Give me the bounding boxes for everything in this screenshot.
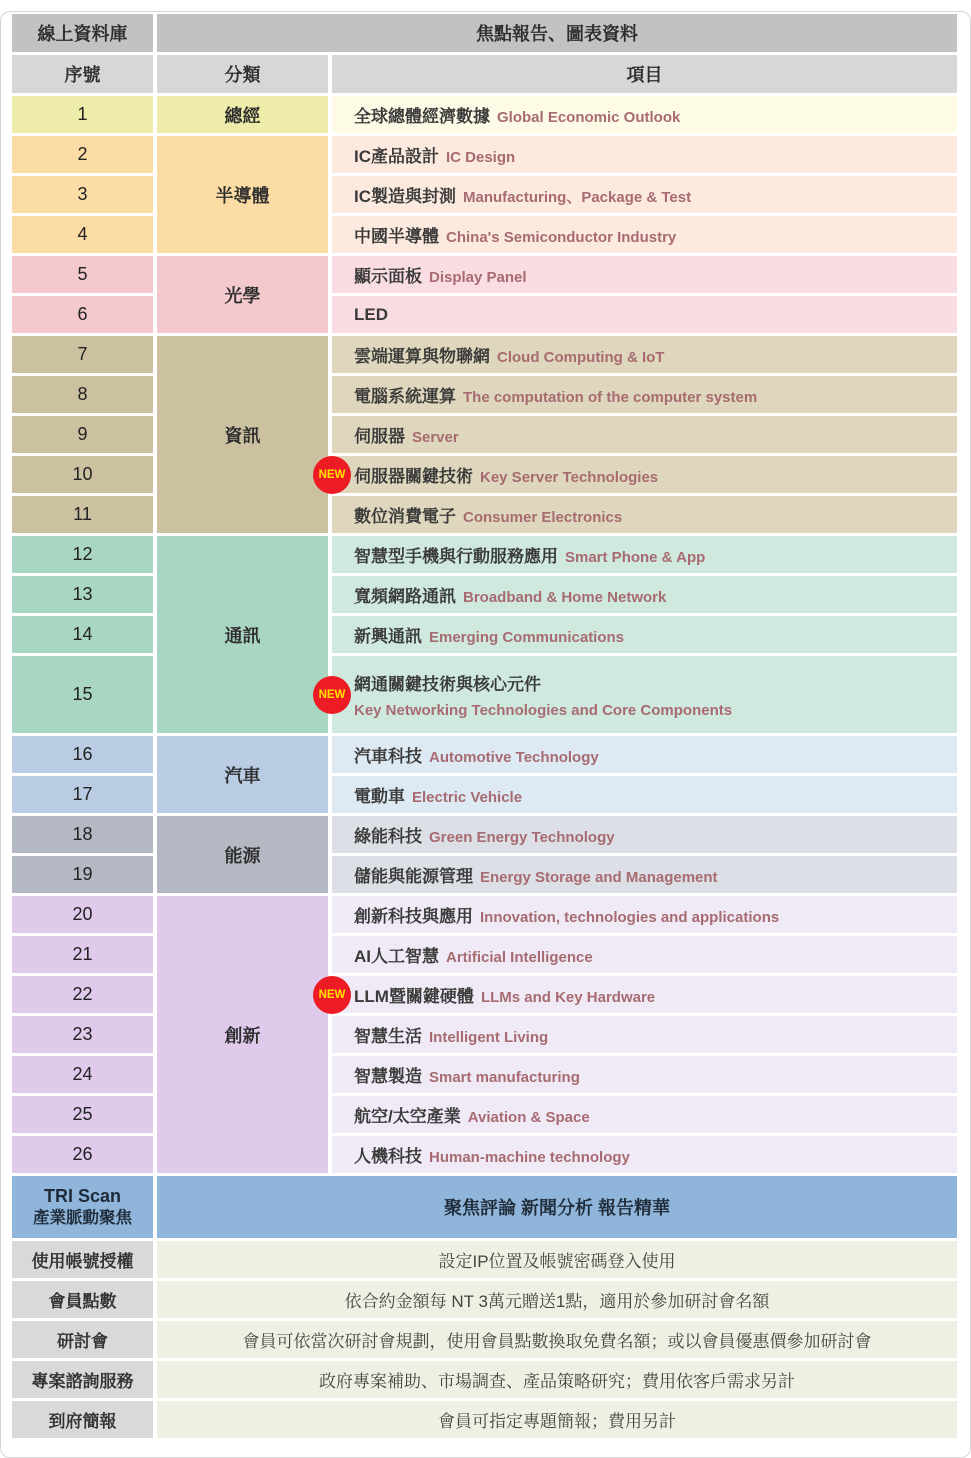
item-title-en: Server: [412, 429, 459, 446]
item-cell: [332, 336, 957, 373]
item-title-zh: 智慧生活: [354, 1027, 422, 1046]
row-number: 7: [12, 336, 153, 373]
item-cell: [332, 816, 957, 853]
item-title-en: Key Server Technologies: [480, 469, 659, 486]
item-title-en: Broadband & Home Network: [463, 589, 667, 606]
header-category: 分類: [157, 55, 328, 93]
table-row: [12, 216, 957, 253]
table-row: [12, 536, 957, 573]
row-number: 12: [12, 536, 153, 573]
row-number: 16: [12, 736, 153, 773]
header-row-1: [12, 14, 957, 52]
table-row: [12, 1096, 957, 1133]
tri-scan-content: 聚焦評論 新聞分析 報告精華: [157, 1176, 957, 1238]
table-row: [12, 776, 957, 813]
item-title-zh: 汽車科技: [354, 747, 422, 766]
item-title-en: Green Energy Technology: [429, 829, 615, 846]
item-title-en: Manufacturing、Package & Test: [463, 189, 692, 206]
item-title-zh: 寬頻網路通訊: [354, 587, 456, 606]
item-title-en: IC Design: [446, 149, 516, 166]
item-title-en: Consumer Electronics: [463, 509, 623, 526]
item-title-en: Energy Storage and Management: [480, 869, 718, 886]
item-cell: [332, 176, 957, 213]
new-badge-icon: NEW: [313, 456, 351, 494]
table-row: [12, 456, 957, 493]
tri-scan-subtitle: 產業脈動聚焦: [33, 1208, 132, 1227]
item-title-zh: IC製造與封測: [354, 187, 456, 206]
item-title-en: Cloud Computing & IoT: [497, 349, 665, 366]
item-title-zh: 人機科技: [354, 1147, 422, 1166]
row-number: 14: [12, 616, 153, 653]
item-title-en: Smart manufacturing: [429, 1069, 580, 1086]
item-title-en: Automotive Technology: [429, 749, 599, 766]
new-badge-icon: NEW: [313, 976, 351, 1014]
item-cell: [332, 1056, 957, 1093]
row-number: 17: [12, 776, 153, 813]
tri-scan-title: TRI Scan: [43, 1185, 122, 1206]
item-title-en: Aviation & Space: [467, 1109, 590, 1126]
table-row: [12, 816, 957, 853]
table-row: [12, 336, 957, 373]
item-cell: [332, 576, 957, 613]
item-cell: [332, 376, 957, 413]
item-title-zh: 智慧型手機與行動服務應用: [354, 547, 558, 566]
row-number: 3: [12, 176, 153, 213]
footer-label: 會員點數: [12, 1281, 153, 1318]
item-title-zh: 創新科技與應用: [354, 907, 473, 926]
item-title-zh: IC產品設計: [354, 147, 439, 166]
item-cell: [332, 896, 957, 933]
table-row: [12, 576, 957, 613]
item-title-zh: 數位消費電子: [354, 507, 456, 526]
footer-row: [12, 1401, 957, 1438]
item-title-en: Innovation, technologies and applications: [480, 909, 780, 926]
table-row: [12, 936, 957, 973]
item-title-zh: 綠能科技: [354, 827, 422, 846]
row-number: 24: [12, 1056, 153, 1093]
footer-content: 會員可指定專題簡報；費用另計: [157, 1401, 957, 1438]
item-title-zh: 伺服器關鍵技術: [354, 467, 473, 486]
item-title-zh: LLM暨關鍵硬體: [354, 987, 474, 1006]
row-number: 19: [12, 856, 153, 893]
row-number: 4: [12, 216, 153, 253]
row-number: 15: [12, 656, 153, 733]
item-title-en: Smart Phone & App: [565, 549, 706, 566]
footer-label: 到府簡報: [12, 1401, 153, 1438]
item-title-en: China's Semiconductor Industry: [446, 229, 677, 246]
item-title-en: Key Networking Technologies and Core Components: [354, 702, 733, 719]
footer-content: 政府專案補助、市場調查、產品策略研究；費用依客戶需求另計: [157, 1361, 957, 1398]
item-cell: [332, 616, 957, 653]
item-cell: [332, 1016, 957, 1053]
item-title-zh: 航空/太空產業: [354, 1107, 461, 1126]
footer-label: 使用帳號授權: [12, 1241, 153, 1278]
item-cell: [332, 96, 957, 133]
item-title-en: The computation of the computer system: [463, 389, 758, 406]
footer-label: 專案諮詢服務: [12, 1361, 153, 1398]
table-row: [12, 656, 957, 733]
footer-row: [12, 1281, 957, 1318]
item-title-zh: 伺服器: [354, 427, 405, 446]
table-row: [12, 416, 957, 453]
item-title-zh: 雲端運算與物聯網: [354, 347, 490, 366]
row-number: 18: [12, 816, 153, 853]
table-row: [12, 856, 957, 893]
row-number: 11: [12, 496, 153, 533]
row-number: 13: [12, 576, 153, 613]
item-cell: [332, 416, 957, 453]
item-title-en: Intelligent Living: [429, 1029, 549, 1046]
table-row: [12, 176, 957, 213]
row-number: 20: [12, 896, 153, 933]
table-row: [12, 296, 957, 333]
item-title-zh: 電動車: [354, 787, 405, 806]
item-cell: [332, 256, 957, 293]
tri-scan-label: [12, 1176, 153, 1238]
category-cell: 光學: [157, 256, 328, 333]
table-row: [12, 256, 957, 293]
item-title-en: Artificial Intelligence: [446, 949, 593, 966]
item-title-zh: 智慧製造: [354, 1067, 422, 1086]
table-row: [12, 376, 957, 413]
item-cell: [318, 456, 957, 493]
footer-content: 會員可依當次研討會規劃，使用會員點數換取免費名額；或以會員優惠價參加研討會: [157, 1321, 957, 1358]
item-cell: [332, 1136, 957, 1173]
item-title-en: LLMs and Key Hardware: [480, 989, 656, 1006]
item-title-zh: 新興通訊: [354, 627, 422, 646]
item-title-zh: 全球總體經濟數據: [354, 107, 490, 126]
category-cell: 能源: [157, 816, 328, 893]
row-number: 23: [12, 1016, 153, 1053]
footer-row: [12, 1241, 957, 1278]
row-number: 8: [12, 376, 153, 413]
item-title-en: Global Economic Outlook: [497, 109, 681, 126]
item-title-en: Electric Vehicle: [412, 789, 523, 806]
category-cell: 汽車: [157, 736, 328, 813]
header-serial: 序號: [12, 55, 153, 93]
row-number: 6: [12, 296, 153, 333]
category-cell: 資訊: [157, 336, 328, 533]
item-cell: [332, 1096, 957, 1133]
footer-row: [12, 1321, 957, 1358]
row-number: 10: [12, 456, 153, 493]
item-cell: [332, 776, 957, 813]
table-row: [12, 976, 957, 1013]
item-cell: [332, 736, 957, 773]
item-cell: [332, 936, 957, 973]
item-title-zh: 網通關鍵技術與核心元件: [354, 675, 541, 694]
row-number: 9: [12, 416, 153, 453]
item-cell: [332, 536, 957, 573]
table-row: [12, 736, 957, 773]
header-row-2: [12, 55, 957, 93]
footer-label: 研討會: [12, 1321, 153, 1358]
header-banner: 焦點報告、圖表資料: [157, 14, 957, 52]
item-cell: [332, 856, 957, 893]
item-title-zh: LED: [354, 304, 388, 324]
item-cell: [332, 216, 957, 253]
table-row: [12, 96, 957, 133]
item-title-zh: 顯示面板: [354, 267, 422, 286]
row-number: 26: [12, 1136, 153, 1173]
item-cell: [332, 496, 957, 533]
item-cell: [332, 296, 957, 333]
row-number: 2: [12, 136, 153, 173]
table-row: [12, 616, 957, 653]
item-title-zh: 儲能與能源管理: [354, 867, 473, 886]
item-title-zh: 電腦系統運算: [354, 387, 456, 406]
item-title-en: Emerging Communications: [429, 629, 625, 646]
new-badge-icon: NEW: [313, 676, 351, 714]
row-number: 5: [12, 256, 153, 293]
item-title-zh: 中國半導體: [354, 227, 439, 246]
category-cell: 通訊: [157, 536, 328, 733]
header-online-database: 線上資料庫: [12, 14, 153, 52]
category-cell: 總經: [157, 96, 328, 133]
table-row: [12, 896, 957, 933]
row-number: 21: [12, 936, 153, 973]
header-item: 項目: [332, 55, 957, 93]
item-cell: [318, 656, 957, 733]
table-row: [12, 1056, 957, 1093]
row-number: 1: [12, 96, 153, 133]
item-cell: [318, 976, 957, 1013]
footer-content: 依合約金額每 NT 3萬元贈送1點，適用於參加研討會名額: [157, 1281, 957, 1318]
category-cell: 創新: [157, 896, 328, 1173]
category-cell: 半導體: [157, 136, 328, 253]
tri-scan-row: [12, 1176, 957, 1238]
item-cell: [332, 136, 957, 173]
table-row: [12, 1136, 957, 1173]
table-row: [12, 136, 957, 173]
item-title-en: Display Panel: [429, 269, 527, 286]
footer-row: [12, 1361, 957, 1398]
table-row: [12, 496, 957, 533]
footer-content: 設定IP位置及帳號密碼登入使用: [157, 1241, 957, 1278]
table-row: [12, 1016, 957, 1053]
item-title-zh: AI人工智慧: [354, 947, 439, 966]
report-table: [8, 11, 961, 1441]
row-number: 22: [12, 976, 153, 1013]
row-number: 25: [12, 1096, 153, 1133]
item-title-en: Human-machine technology: [429, 1149, 630, 1166]
